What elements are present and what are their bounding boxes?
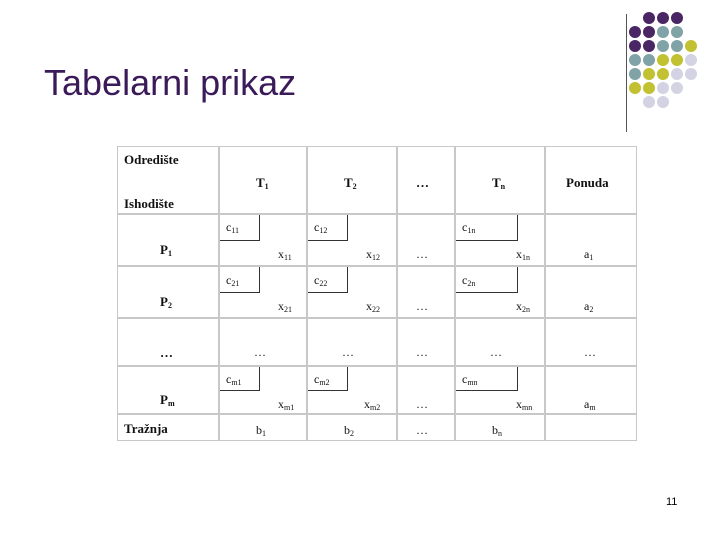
decorative-dot [671,26,683,38]
decorative-dot [643,82,655,94]
decorative-dot [685,40,697,52]
cost-c1n: $c_{1n}$ [462,220,476,235]
cost-c12: $c_{12}$ [314,220,328,235]
var-xm1: $x_{m1}$ [278,397,295,412]
header-dots: … [416,175,429,190]
decorative-dot [629,54,641,66]
table-divider [396,147,398,440]
decorative-dot [657,26,669,38]
var-x1n: $x_{1n}$ [516,247,530,262]
demand-bn: $b_n$ [492,423,502,438]
header-t1: $T_1$ [256,175,269,191]
decorative-dot [643,54,655,66]
table-divider [118,317,636,319]
var-x12: $x_{12}$ [366,247,380,262]
demand-b2: $b_2$ [344,423,354,438]
decorative-dot [657,54,669,66]
cost-c11: $c_{11}$ [226,220,240,235]
decorative-dot [657,82,669,94]
dots-cell: … [490,345,502,359]
decorative-dot [629,26,641,38]
slide-title: Tabelarni prikaz [44,62,297,103]
demand-label: Tražnja [124,421,168,436]
var-xmn: $x_{mn}$ [516,397,533,412]
header-t2: $T_2$ [344,175,357,191]
table-divider [306,147,308,440]
table-divider [218,147,220,440]
table-divider [118,213,636,215]
decorative-vertical-line [626,14,627,132]
row-label-pm: $P_m$ [160,392,175,408]
decorative-dot [685,54,697,66]
page-number: 11 [666,496,678,508]
decorative-dot [657,12,669,24]
var-xm2: $x_{m2}$ [364,397,381,412]
decorative-dot [671,54,683,66]
decorative-dot [643,96,655,108]
supply-a1: $a_1$ [584,247,594,262]
row-label-dots: … [160,345,173,360]
row-label-p1: $P_1$ [160,242,172,258]
transport-table [117,146,637,441]
corner-origin-label: Ishodište [124,196,174,211]
header-supply: Ponuda [566,175,609,190]
decorative-dot [629,82,641,94]
decorative-dot [671,12,683,24]
decorative-dot [629,68,641,80]
cost-c22: $c_{22}$ [314,273,328,288]
row-p1-dots: … [416,247,428,261]
decorative-dot [657,68,669,80]
table-divider [544,147,546,440]
row-label-p2: $P_2$ [160,294,172,310]
cost-c21: $c_{21}$ [226,273,240,288]
header-tn: $T_n$ [492,175,506,191]
table-divider [118,365,636,367]
cost-cmn: $c_{mn}$ [462,372,478,387]
demand-dots: … [416,423,428,437]
dots-cell: … [254,345,266,359]
decorative-dot [685,68,697,80]
decorative-dot [671,68,683,80]
decorative-dot [657,96,669,108]
row-pm-dots: … [416,397,428,411]
decorative-dot [657,40,669,52]
cost-c2n: $c_{2n}$ [462,273,476,288]
table-divider [454,147,456,440]
table-divider [118,413,636,415]
dots-cell: … [416,345,428,359]
row-p2-dots: … [416,299,428,313]
decorative-dot [671,82,683,94]
var-x2n: $x_{2n}$ [516,299,530,314]
supply-a2: $a_2$ [584,299,594,314]
decorative-dot [643,40,655,52]
table-divider [118,265,636,267]
dots-cell: … [584,345,596,359]
decorative-dot [643,68,655,80]
dots-cell: … [342,345,354,359]
cost-cm1: $c_{m1}$ [226,372,242,387]
supply-am: $a_m$ [584,397,596,412]
corner-destination-label: Odredište [124,152,179,167]
decorative-dot [629,40,641,52]
decorative-dot [643,12,655,24]
decorative-dot [671,40,683,52]
demand-b1: $b_1$ [256,423,266,438]
var-x11: $x_{11}$ [278,247,292,262]
decorative-dot [643,26,655,38]
var-x22: $x_{22}$ [366,299,380,314]
cost-cm2: $c_{m2}$ [314,372,330,387]
var-x21: $x_{21}$ [278,299,292,314]
